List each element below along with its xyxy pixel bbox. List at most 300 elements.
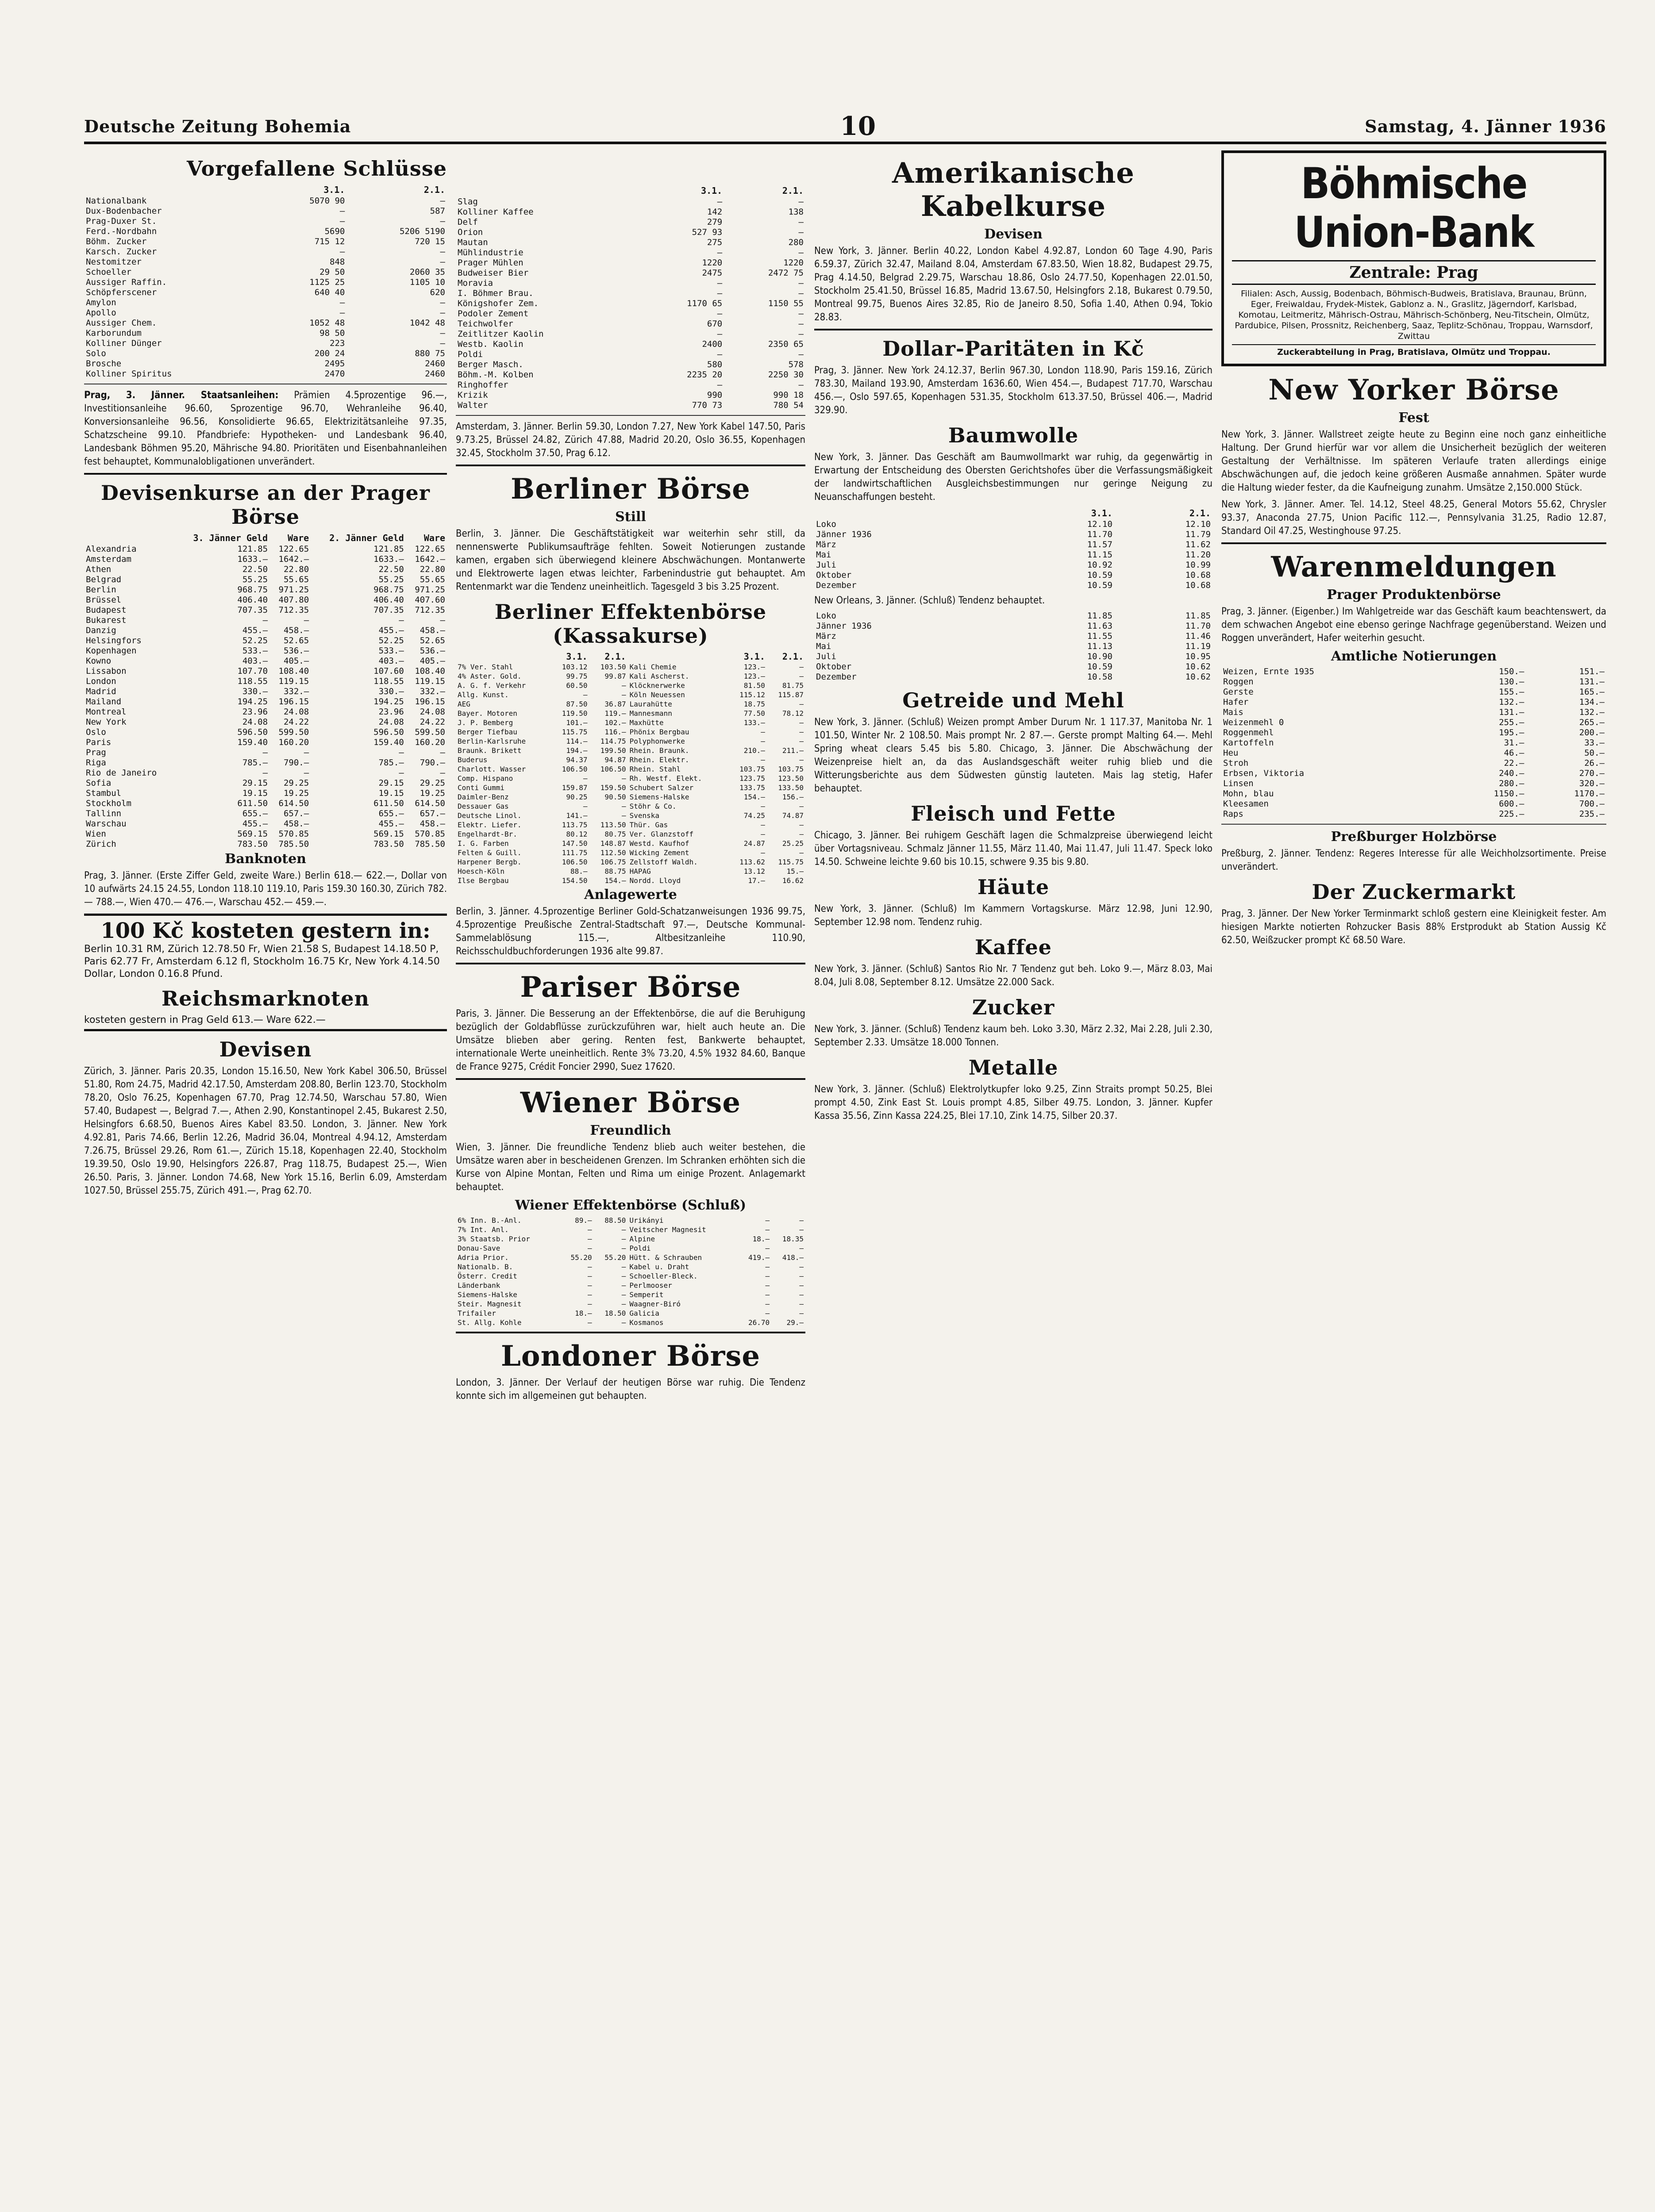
vienna-exchange-subtitle: Freundlich xyxy=(590,1123,671,1138)
table-cell: Poldi xyxy=(458,349,483,359)
table-row xyxy=(84,687,447,697)
table-row xyxy=(456,718,805,727)
table-cell: 971.25 xyxy=(415,585,445,595)
column-header: 3.1. xyxy=(566,651,588,662)
table-cell: A. G. f. Verkehr xyxy=(458,681,526,690)
table-cell: 156.— xyxy=(782,793,804,801)
table-cell: 240.— xyxy=(1499,768,1524,778)
table-row xyxy=(84,656,447,666)
berlin-exchange-subtitle: Still xyxy=(615,509,646,525)
table-cell: — xyxy=(798,217,804,227)
berlin-cash-table xyxy=(456,651,805,885)
table-cell: Donau-Save xyxy=(458,1244,500,1252)
state-bonds-report xyxy=(84,389,447,469)
table-cell: 1642.— xyxy=(278,554,309,564)
table-cell: — xyxy=(440,328,445,338)
table-cell: 270.— xyxy=(1579,768,1605,778)
table-cell: Harpener Bergb. xyxy=(458,858,522,866)
table-cell: 11.63 xyxy=(1087,621,1112,631)
table-cell: 785.— xyxy=(242,758,268,768)
table-cell: 50.— xyxy=(1584,748,1605,758)
table-cell: Budweiser Bier xyxy=(458,268,529,278)
table-row xyxy=(814,560,1212,570)
table-row xyxy=(456,699,805,709)
commodity-reports-title: Warenmeldungen xyxy=(1271,550,1557,584)
table-row xyxy=(84,788,447,799)
table-cell: 790.— xyxy=(283,758,309,768)
table-row xyxy=(1221,779,1606,789)
table-cell: 1150 55 xyxy=(768,299,804,308)
table-row xyxy=(84,809,447,819)
table-cell: Stroh xyxy=(1223,758,1249,768)
table-cell: 160.20 xyxy=(415,737,445,747)
table-cell: — xyxy=(587,1290,592,1299)
table-cell: Rhein. Elektr. xyxy=(629,756,689,764)
table-cell: 330.— xyxy=(242,687,268,696)
table-cell: 74.87 xyxy=(782,811,804,820)
table-cell: Solo xyxy=(86,349,106,358)
table-row xyxy=(814,621,1212,631)
bank-advertisement xyxy=(1221,150,1606,366)
table-row xyxy=(84,237,447,247)
table-cell: 405.— xyxy=(420,656,445,666)
table-cell: 223 xyxy=(330,338,345,348)
table-cell: 23.96 xyxy=(242,707,268,717)
table-row xyxy=(84,196,447,206)
table-cell: 10.68 xyxy=(1185,570,1211,580)
table-row xyxy=(84,707,447,717)
table-cell: Dessauer Gas xyxy=(458,802,509,810)
table-cell: 968.75 xyxy=(237,585,268,595)
table-row xyxy=(814,519,1212,530)
table-row xyxy=(456,349,805,360)
table-cell: — xyxy=(587,1244,592,1252)
table-cell: Kali Chemie xyxy=(629,663,677,671)
table-cell: 160.20 xyxy=(278,737,309,747)
table-cell: 783.50 xyxy=(373,839,404,849)
table-row xyxy=(456,319,805,329)
table-cell: — xyxy=(339,308,345,318)
table-cell: Königshofer Zem. xyxy=(458,299,539,308)
table-cell: Oslo xyxy=(86,727,106,737)
table-cell: 46.— xyxy=(1504,748,1524,758)
table-cell: Wien xyxy=(86,829,106,839)
table-cell: Kleesamen xyxy=(1223,799,1269,809)
table-cell: 118.55 xyxy=(373,676,404,686)
table-cell: 1125 25 xyxy=(309,277,345,287)
table-row xyxy=(456,774,805,783)
table-cell: 235.— xyxy=(1579,809,1605,819)
table-cell: — xyxy=(621,802,626,810)
table-cell: 1220 xyxy=(783,258,804,268)
column-1 xyxy=(84,150,447,2212)
table-cell: — xyxy=(339,206,345,216)
table-cell: I. Böhmer Brau. xyxy=(458,288,534,298)
table-cell: 22.80 xyxy=(283,565,309,574)
table-cell: 1042 48 xyxy=(409,318,445,328)
table-cell: — xyxy=(621,774,626,783)
table-cell: 11.79 xyxy=(1185,530,1211,539)
table-cell: 33.— xyxy=(1584,738,1605,748)
dollar-parity-title: Dollar-Paritäten in Kč xyxy=(882,337,1144,361)
table-cell: 655.— xyxy=(378,809,404,818)
table-cell: 2400 xyxy=(702,339,723,349)
table-cell: Prag-Duxer St. xyxy=(86,216,157,226)
table-cell: — xyxy=(798,197,804,207)
table-cell: 536.— xyxy=(283,646,309,656)
meat-fat-title: Fleisch und Fette xyxy=(911,802,1116,826)
divider xyxy=(456,415,805,416)
table-cell: 108.40 xyxy=(278,666,309,676)
table-cell: 24.22 xyxy=(283,717,309,727)
table-row xyxy=(814,641,1212,652)
table-cell: Poldi xyxy=(629,1244,651,1252)
table-row xyxy=(84,288,447,298)
table-cell: 55.25 xyxy=(378,575,404,584)
table-cell: Prag xyxy=(86,748,106,757)
table-cell: — xyxy=(761,737,765,745)
table-cell: 458.— xyxy=(283,626,309,635)
table-row xyxy=(456,360,805,370)
table-cell: Kolliner Kaffee xyxy=(458,207,534,217)
table-row xyxy=(456,709,805,718)
table-row xyxy=(84,595,447,605)
table-row xyxy=(1221,748,1606,758)
table-cell: 407.60 xyxy=(415,595,445,605)
table-cell: Karborundum xyxy=(86,328,142,338)
table-cell: 19.15 xyxy=(378,788,404,798)
table-cell: 533.— xyxy=(378,646,404,656)
table-cell: Hütt. & Schrauben xyxy=(629,1253,702,1262)
table-row xyxy=(84,277,447,288)
table-cell: 620 xyxy=(430,288,445,297)
timber-exchange-title: Preßburger Holzbörse xyxy=(1331,829,1497,845)
page-number: 10 xyxy=(840,111,876,141)
table-cell: 5206 5190 xyxy=(400,227,445,236)
table-cell: 5690 xyxy=(324,227,345,236)
table-cell: Madrid xyxy=(86,687,116,696)
table-row xyxy=(84,636,447,646)
column-header xyxy=(84,532,174,544)
table-cell: — xyxy=(799,718,804,727)
table-cell: 4% Aster. Gold. xyxy=(458,672,522,680)
table-cell: 165.— xyxy=(1579,687,1605,697)
sugar-market-title: Der Zuckermarkt xyxy=(1312,880,1516,904)
table-cell: 1052 48 xyxy=(309,318,345,328)
table-cell: — xyxy=(621,1244,626,1252)
table-row xyxy=(456,207,805,217)
table-row xyxy=(456,755,805,764)
table-cell: — xyxy=(440,338,445,348)
table-cell: 599.50 xyxy=(415,727,445,737)
table-cell: — xyxy=(587,1318,592,1327)
table-cell: Mautan xyxy=(458,238,488,247)
table-cell: 405.— xyxy=(283,656,309,666)
berlin-exchange-title: Berliner Börse xyxy=(511,472,751,506)
column-header: Ware xyxy=(288,533,309,543)
table-cell: 1105 10 xyxy=(409,277,445,287)
table-cell: 10.99 xyxy=(1185,560,1211,570)
table-cell: 159.50 xyxy=(600,783,626,792)
column-header: 2.1. xyxy=(782,651,804,662)
table-cell: 150.— xyxy=(1499,667,1524,676)
berlin-cash-title: Berliner Effektenbörse (Kassakurse) xyxy=(494,600,767,648)
grain-title: Getreide und Mehl xyxy=(902,688,1124,712)
table-cell: 87.50 xyxy=(566,700,588,708)
table-cell: 10.59 xyxy=(1087,662,1112,672)
table-cell: 614.50 xyxy=(415,799,445,808)
table-cell: Podoler Zement xyxy=(458,309,529,319)
table-cell: Jänner 1936 xyxy=(816,530,872,539)
table-row xyxy=(84,615,447,626)
table-cell: — xyxy=(621,1318,626,1327)
table-cell: 13.12 xyxy=(743,867,765,876)
table-cell: 52.65 xyxy=(420,636,445,645)
table-row xyxy=(84,247,447,257)
column-header xyxy=(814,507,1016,519)
bank-name: Böhmische Union-Bank xyxy=(1294,159,1534,257)
table-cell: Comp. Hispano xyxy=(458,774,513,783)
table-cell: 122.65 xyxy=(278,544,309,554)
table-cell: — xyxy=(798,227,804,237)
table-cell: 569.15 xyxy=(237,829,268,839)
table-row xyxy=(814,631,1212,641)
table-cell: Berlin xyxy=(86,585,116,595)
table-cell: Athen xyxy=(86,565,112,574)
table-cell: Krizik xyxy=(458,390,488,400)
table-cell: — xyxy=(761,849,765,857)
table-cell: — xyxy=(798,329,804,339)
table-cell: — xyxy=(621,691,626,699)
table-cell: Rhein. Stahl xyxy=(629,765,681,773)
table-cell: — xyxy=(440,196,445,206)
table-row xyxy=(1221,697,1606,707)
table-row xyxy=(84,768,447,778)
table-cell: — xyxy=(440,308,445,318)
table-row xyxy=(456,1225,805,1234)
table-cell: 196.15 xyxy=(415,697,445,707)
table-cell: 614.50 xyxy=(278,799,309,808)
table-cell: Linsen xyxy=(1223,779,1254,788)
table-cell: 712.35 xyxy=(278,605,309,615)
table-cell: 785.— xyxy=(378,758,404,768)
table-cell: — xyxy=(799,1309,804,1317)
table-cell: — xyxy=(799,1216,804,1225)
table-cell: 24.08 xyxy=(420,707,445,717)
table-cell: Perlmooser xyxy=(629,1281,672,1290)
ny-exchange-quotes: New York, 3. Jänner. Amer. Tel. 14.12, Steel 48.25, General Motors 55.62, Chrysler 93.37, Anaconda 27.75, Union Pacific 112.—, Pennsylvania 31.25, Radio 12.87, Standard Oil 47.25, Westinghouse 97.25. xyxy=(1221,499,1606,537)
metals-text: New York, 3. Jänner. (Schluß) Elektrolytkupfer loko 9.25, Zinn Straits prompt 50.25, Blei prompt 4.50, Zink East St. Louis prompt 4.85, Silber 49.75. London, 3. Jänner. Kupfer Kassa 35.56, Zinn Kassa 224.25, Blei 17.10, Zink 14.75, Silber 20.37. xyxy=(814,1084,1212,1121)
table-cell: 407.80 xyxy=(278,595,309,605)
timber-exchange-text: Preßburg, 2. Jänner. Tendenz: Regeres Interesse für alle Weichholzsortimente. Preise unverändert. xyxy=(1221,848,1606,872)
table-cell: Zürich xyxy=(86,839,116,849)
fx-section-title: Devisenkurse an der Prager Börse xyxy=(101,481,430,529)
hides-text: New York, 3. Jänner. (Schluß) Im Kammern Vortagskurse. März 12.98, Juni 12.90, September 12.98 nom. Tendenz ruhig. xyxy=(814,903,1212,928)
table-cell: 138 xyxy=(788,207,804,217)
table-cell: 103.12 xyxy=(562,663,588,671)
table-cell: 55.20 xyxy=(570,1253,592,1262)
table-cell: 990 18 xyxy=(773,390,804,400)
divider xyxy=(456,1332,805,1333)
divider xyxy=(84,473,447,475)
table-cell: 10.90 xyxy=(1087,652,1112,661)
table-cell: 210.— xyxy=(743,746,765,755)
paris-exchange-title: Pariser Börse xyxy=(520,971,741,1004)
table-cell: 123.75 xyxy=(739,774,765,783)
table-cell: 106.50 xyxy=(600,765,626,773)
table-row xyxy=(84,267,447,277)
sugar-text: New York, 3. Jänner. (Schluß) Tendenz kaum beh. Loko 3.30, März 2.32, Mai 2.28, Juli 2.30, September 2.33. Umsätze 18.000 Tonnen. xyxy=(814,1024,1212,1048)
table-cell: 94.87 xyxy=(604,756,626,764)
table-cell: Loko xyxy=(816,611,836,621)
table-cell: 19.25 xyxy=(283,788,309,798)
table-row xyxy=(814,540,1212,550)
table-cell: 720 15 xyxy=(415,237,445,246)
table-cell: 990 xyxy=(707,390,723,400)
meat-fat-text: Chicago, 3. Jänner. Bei ruhigem Geschäft lagen die Schmalzpreise überwiegend leicht über Vortagsniveau. Schmalz Jänner 11.55, März 11.40, Mai 11.47, Juli 11.47. Speck loko 14.50. Schweine leichte 9.60 bis 10.15, schwere 9.35 bis 9.80. xyxy=(814,830,1212,868)
table-row xyxy=(84,575,447,585)
table-cell: 17.— xyxy=(748,876,765,885)
table-row xyxy=(1221,789,1606,799)
table-cell: — xyxy=(799,1225,804,1234)
table-cell: Rio de Janeiro xyxy=(86,768,157,778)
cable-rates-text: New York, 3. Jänner. Berlin 40.22, London Kabel 4.92.87, London 60 Tage 4.90, Paris 6.59.37, Zürich 32.47, Mailand 8.04, Amsterdam 67.83.50, Wien 18.82, Budapest 29.75, Prag 4.14.50, Belgrad 2.29.75, Warschau 18.86, Oslo 24.77.50, Kopenhagen 22.01.50, Stockholm 25.41.50, Brüssel 16.85, Madrid 13.67.50, Helsingfors 2.18, Bukarest 0.79.50, Montreal 99.75, Buenos Aires 32.85, Rio de Janeiro 8.50, Sofia 1.40, Athen 0.94, Tokio 28.83. xyxy=(814,246,1212,323)
table-cell: — xyxy=(798,319,804,329)
cotton-neworleans-heading: New Orleans, 3. Jänner. (Schluß) Tendenz behauptet. xyxy=(814,595,1045,606)
table-cell: 19.15 xyxy=(242,788,268,798)
table-cell: 10.62 xyxy=(1185,662,1211,672)
table-cell: 113.62 xyxy=(739,858,765,866)
table-cell: März xyxy=(816,540,836,549)
table-cell: Hafer xyxy=(1223,697,1249,707)
table-cell: 89.— xyxy=(575,1216,592,1225)
table-cell: 52.25 xyxy=(378,636,404,645)
amsterdam-report: Amsterdam, 3. Jänner. Berlin 59.30, London 7.27, New York Kabel 147.50, Paris 9.73.25, Brüssel 24.82, Zürich 47.88, Madrid 20.20, Oslo 36.55, Kopenhagen 32.45, Stockholm 37.50, Prag 6.12. xyxy=(456,421,805,459)
table-cell: Charlott. Wasser xyxy=(458,765,526,773)
table-cell: 11.46 xyxy=(1185,631,1211,641)
table-cell: St. Allg. Kohle xyxy=(458,1318,522,1327)
table-cell: Dezember xyxy=(816,672,857,682)
table-cell: 22.50 xyxy=(242,565,268,574)
table-cell: 99.75 xyxy=(566,672,588,680)
table-cell: 22.80 xyxy=(420,565,445,574)
table-cell: — xyxy=(798,288,804,298)
table-cell: Daimler-Benz xyxy=(458,793,509,801)
table-row xyxy=(456,857,805,867)
table-cell: 455.— xyxy=(378,819,404,829)
table-cell: 320.— xyxy=(1579,779,1605,788)
table-cell: 596.50 xyxy=(237,727,268,737)
column-header: 2.1. xyxy=(604,651,626,662)
table-cell: — xyxy=(765,1300,770,1308)
table-cell: 657.— xyxy=(420,809,445,818)
table-cell: 113.50 xyxy=(600,821,626,829)
table-cell: 103.75 xyxy=(778,765,804,773)
table-cell: Ilse Bergbau xyxy=(458,876,509,885)
closing-prices-table-a xyxy=(84,184,447,379)
table-cell: Laurahütte xyxy=(629,700,672,708)
table-cell: 142 xyxy=(707,207,723,217)
table-cell: 24.08 xyxy=(283,707,309,717)
table-row xyxy=(84,799,447,809)
table-cell: Buderus xyxy=(458,756,488,764)
table-row xyxy=(456,746,805,755)
table-row xyxy=(456,1309,805,1318)
table-row xyxy=(456,309,805,319)
table-row xyxy=(456,299,805,309)
table-cell: 715 12 xyxy=(314,237,345,246)
table-cell: — xyxy=(799,1290,804,1299)
table-cell: 29.25 xyxy=(283,778,309,788)
table-cell: 111.75 xyxy=(562,849,588,857)
table-cell: 11.57 xyxy=(1087,540,1112,549)
table-cell: 971.25 xyxy=(278,585,309,595)
table-cell: 24.87 xyxy=(743,839,765,848)
table-cell: 11.85 xyxy=(1087,611,1112,621)
table-row xyxy=(814,672,1212,682)
table-cell: Erbsen, Viktoria xyxy=(1223,768,1305,778)
table-cell: 10.59 xyxy=(1087,570,1112,580)
table-cell: — xyxy=(799,700,804,708)
divider xyxy=(456,1078,805,1080)
table-cell: 119.50 xyxy=(562,709,588,718)
table-row xyxy=(456,238,805,248)
table-cell: 455.— xyxy=(378,626,404,635)
table-cell: — xyxy=(798,349,804,359)
table-row xyxy=(1221,677,1606,687)
table-row xyxy=(456,288,805,299)
table-cell: 275 xyxy=(707,238,723,247)
column-header: 3.1. xyxy=(701,185,723,196)
table-row xyxy=(456,1318,805,1327)
table-cell: März xyxy=(816,631,836,641)
table-cell: 194.— xyxy=(566,746,588,755)
table-cell: 133.75 xyxy=(739,783,765,792)
table-cell: 103.50 xyxy=(600,663,626,671)
table-cell: Westd. Kaufhof xyxy=(629,839,689,848)
column-header: 2.1. xyxy=(1189,508,1211,518)
closing-prices-title: Vorgefallene Schlüsse xyxy=(186,157,447,180)
table-cell: 18.50 xyxy=(604,1309,626,1317)
table-cell: 55.20 xyxy=(604,1253,626,1262)
table-cell: Steir. Magnesit xyxy=(458,1300,522,1308)
cotton-newyork-table xyxy=(814,507,1212,591)
table-cell: 55.65 xyxy=(283,575,309,584)
column-header: 3.1. xyxy=(743,651,765,662)
table-cell: Danzig xyxy=(86,626,116,635)
table-cell: 115.75 xyxy=(562,728,588,736)
state-bonds-heading: Prag, 3. Jänner. Staatsanleihen: xyxy=(84,390,279,401)
table-cell: 22.— xyxy=(1504,758,1524,768)
table-cell: Roggenmehl xyxy=(1223,728,1274,737)
table-cell: 1220 xyxy=(702,258,723,268)
table-cell: 121.85 xyxy=(373,544,404,554)
table-cell: Maxhütte xyxy=(629,718,664,727)
vienna-close-table xyxy=(456,1216,805,1327)
table-cell: 2475 xyxy=(702,268,723,278)
table-cell: 255.— xyxy=(1499,718,1524,727)
table-cell: 332.— xyxy=(420,687,445,696)
table-cell: 25.25 xyxy=(782,839,804,848)
table-cell: 527 93 xyxy=(692,227,723,237)
table-row xyxy=(456,1281,805,1290)
table-row xyxy=(1221,667,1606,677)
table-cell: Ringhoffer xyxy=(458,380,508,390)
newspaper-name: Deutsche Zeitung Bohemia xyxy=(84,116,351,136)
table-cell: 23.96 xyxy=(378,707,404,717)
table-cell: 330.— xyxy=(378,687,404,696)
table-cell: 5070 90 xyxy=(309,196,345,206)
